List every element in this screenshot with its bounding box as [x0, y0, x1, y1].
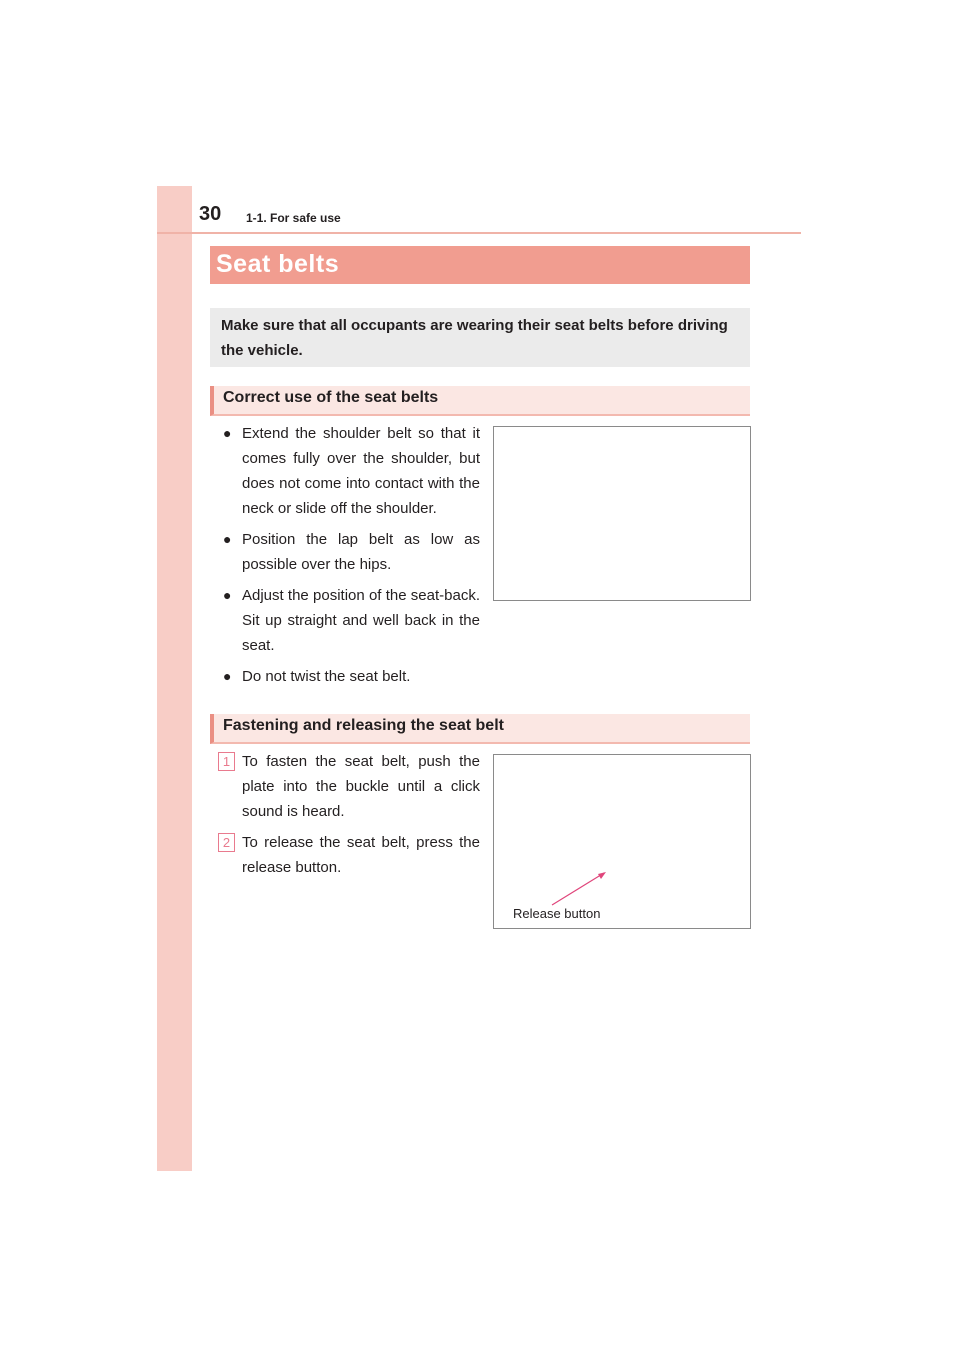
- subheading-fastening: [210, 714, 750, 744]
- list-item: [222, 421, 480, 521]
- subheading-label: Fastening and releasing the seat belt: [223, 717, 504, 734]
- step-list: [218, 749, 480, 886]
- list-item-text: Adjust the position of the seat-back. Sit up straight and well back in the seat.: [242, 587, 480, 654]
- step-text: To fasten the seat belt, push the plate into the buckle until a click sound is heard.: [242, 753, 480, 820]
- list-item-text: Position the lap belt as low as possible over the hips.: [242, 531, 480, 573]
- list-item: [222, 583, 480, 658]
- intro-text: Make sure that all occupants are wearing their seat belts before driving the vehicle.: [221, 317, 728, 359]
- list-item: [218, 749, 480, 824]
- bullet-list: [222, 421, 480, 695]
- list-item: [218, 830, 480, 880]
- list-item-text: Extend the shoulder belt so that it comes fully over the shoulder, but does not come into contact with the neck or slide off the shoulder.: [242, 425, 480, 517]
- callout-arrow-icon: [494, 755, 750, 928]
- figure-callout-label: Release button: [513, 906, 601, 921]
- section-path: 1-1. For safe use: [246, 211, 341, 225]
- header-rule: [157, 232, 801, 234]
- step-text: To release the seat belt, press the release button.: [242, 834, 480, 876]
- list-item: [222, 664, 502, 689]
- bullet-icon: ●: [223, 425, 232, 441]
- list-item: [222, 527, 480, 577]
- bullet-icon: ●: [223, 587, 232, 603]
- page-number: 30: [199, 203, 222, 225]
- intro-box: [210, 308, 750, 367]
- bullet-icon: ●: [223, 531, 232, 547]
- illustration-seat-belt-position: [493, 426, 751, 601]
- side-tab-band: [157, 186, 192, 1171]
- page-title-bar: [210, 246, 750, 284]
- illustration-buckle: [493, 754, 751, 929]
- page-title: Seat belts: [216, 250, 340, 278]
- subheading-correct-use: [210, 386, 750, 416]
- step-number-badge: 1: [218, 752, 235, 771]
- subheading-label: Correct use of the seat belts: [223, 389, 439, 406]
- bullet-icon: ●: [223, 668, 232, 684]
- step-number-badge: 2: [218, 833, 235, 852]
- list-item-text: Do not twist the seat belt.: [242, 668, 411, 685]
